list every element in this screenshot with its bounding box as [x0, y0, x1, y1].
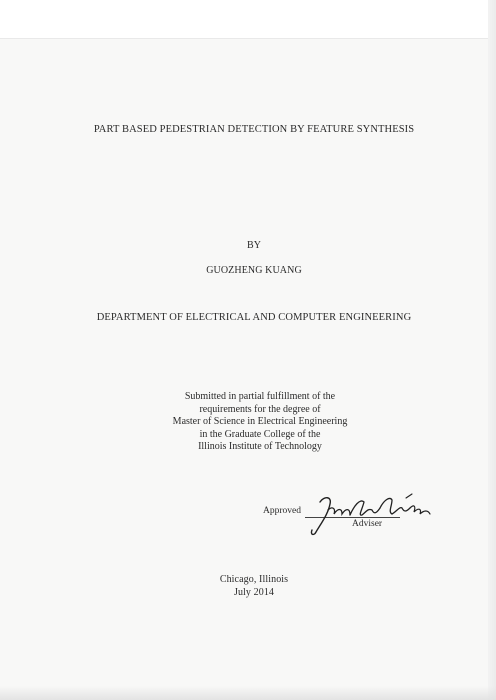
department-name: DEPARTMENT OF ELECTRICAL AND COMPUTER ENGINEERING — [96, 312, 412, 323]
approved-label: Approved — [263, 506, 301, 516]
place: Chicago, Illinois — [219, 574, 289, 585]
submission-line: Illinois Institute of Technology — [198, 441, 322, 452]
thesis-title: PART BASED PEDESTRIAN DETECTION BY FEATURE SYNTHESIS — [93, 124, 415, 135]
submission-statement — [110, 391, 410, 454]
submission-line: in the Graduate College of the — [199, 428, 321, 440]
scan-top-margin — [0, 0, 496, 38]
date: July 2014 — [233, 587, 275, 598]
adviser-label: Adviser — [352, 519, 383, 529]
author-name: GUOZHENG KUANG — [206, 265, 302, 276]
scan-bottom-shadow — [0, 686, 496, 700]
by-label: BY — [246, 240, 262, 251]
scan-edge-line — [0, 38, 496, 39]
submission-line: Master of Science in Electrical Engineering — [172, 416, 348, 427]
submission-line: requirements for the degree of — [199, 403, 321, 415]
adviser-signature — [302, 488, 442, 538]
submission-line: Submitted in partial fulfillment of the — [184, 391, 336, 402]
